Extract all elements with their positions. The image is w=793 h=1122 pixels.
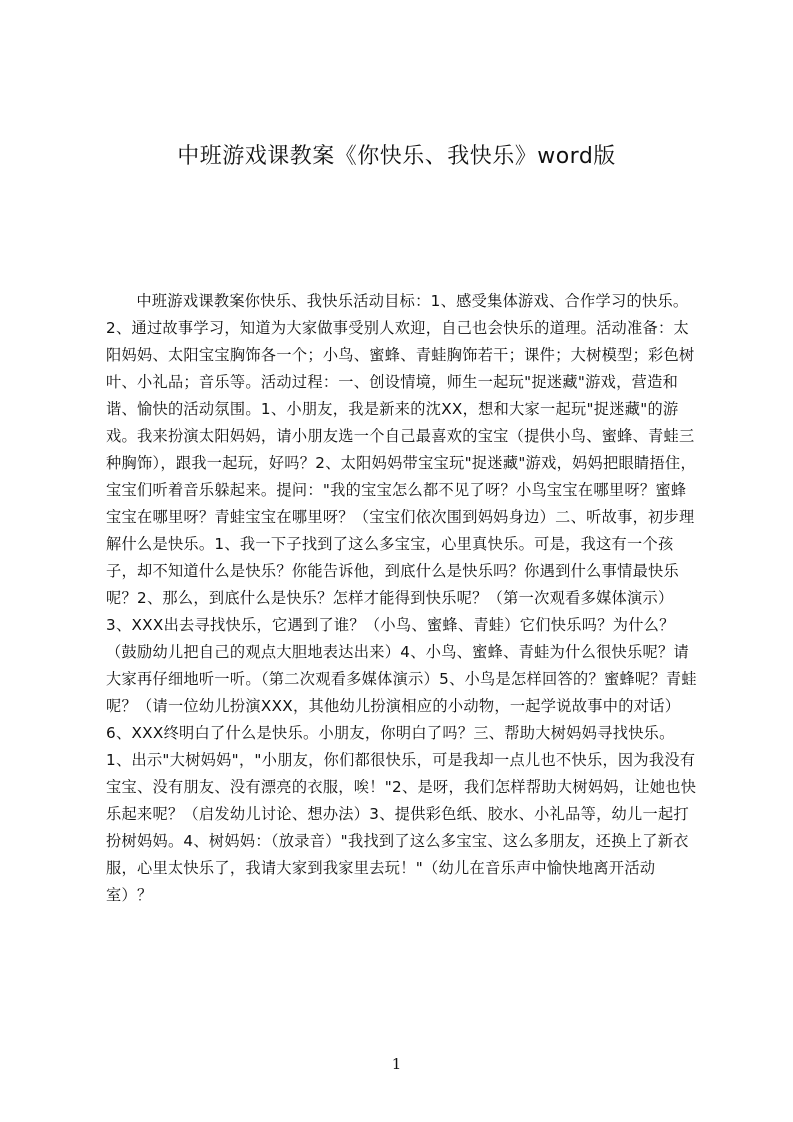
body-paragraph: 中班游戏课教案你快乐、我快乐活动目标：1、感受集体游戏、合作学习的快乐。2、通过故事学习，知道为大家做事受别人欢迎，自己也会快乐的道理。活动准备：太阳妈妈、太阳宝宝胸饰各一个；小鸟、蜜蜂、青蛙胸饰若干；课件；大树模型；彩色树叶、小礼品；音乐等。活动过程：一、创设情境，师生一起玩"捉迷藏"游戏，营造和谐、愉快的活动氛围。1、小朋友，我是新来的沈XX，想和大家一起玩"捉迷藏"的游戏。我来扮演太阳妈妈，请小朋友选一个自己最喜欢的宝宝（提供小鸟、蜜蜂、青蛙三种胸饰），跟我一起玩，好吗？2、太阳妈妈带宝宝玩"捉迷藏"游戏，妈妈把眼睛捂住，宝宝们听着音乐躲起来。提问："我的宝宝怎么都不见了呀？小鸟宝宝在哪里呀？蜜蜂宝宝在哪里呀？青蛙宝宝在哪里呀？（宝宝们依次围到妈妈身边）二、听故事，初步理解什么是快乐。1、我一下子找到了这么多宝宝，心里真快乐。可是，我这有一个孩子，却不知道什么是快乐？你能告诉他，到底什么是快乐吗？你遇到什么事情最快乐呢？2、那么，到底什么是快乐？怎样才能得到快乐呢？（第一次观看多媒体演示）3、XXX出去寻找快乐，它遇到了谁？（小鸟、蜜蜂、青蛙）它们快乐吗？为什么？（鼓励幼儿把自己的观点大胆地表达出来）4、小鸟、蜜蜂、青蛙为什么很快乐呢？请大家再仔细地听一听。（第二次观看多媒体演示）5、小鸟是怎样回答的？蜜蜂呢？青蛙呢？（请一位幼儿扮演XXX，其他幼儿扮演相应的小动物，一起学说故事中的对话）6、XXX终明白了什么是快乐。小朋友，你明白了吗？三、帮助大树妈妈寻找快乐。1、出示"大树妈妈"，"小朋友，你们都很快乐，可是我却一点儿也不快乐，因为我没有宝宝、没有朋友、没有漂亮的衣服，唉！"2、是呀，我们怎样帮助大树妈妈，让她也快乐起来呢？（启发幼儿讨论、想办法）3、提供彩色纸、胶水、小礼品等，幼儿一起打扮树妈妈。4、树妈妈：（放录音）"我找到了这么多宝宝、这么多朋友，还换上了新衣服，心里太快乐了，我请大家到我家里去玩！"（幼儿在音乐声中愉快地离开活动室）？: [106, 292, 697, 904]
page-number: 1: [391, 1055, 402, 1073]
document-body: [106, 288, 697, 908]
document-title: 中班游戏课教案《你快乐、我快乐》word版: [177, 144, 616, 169]
